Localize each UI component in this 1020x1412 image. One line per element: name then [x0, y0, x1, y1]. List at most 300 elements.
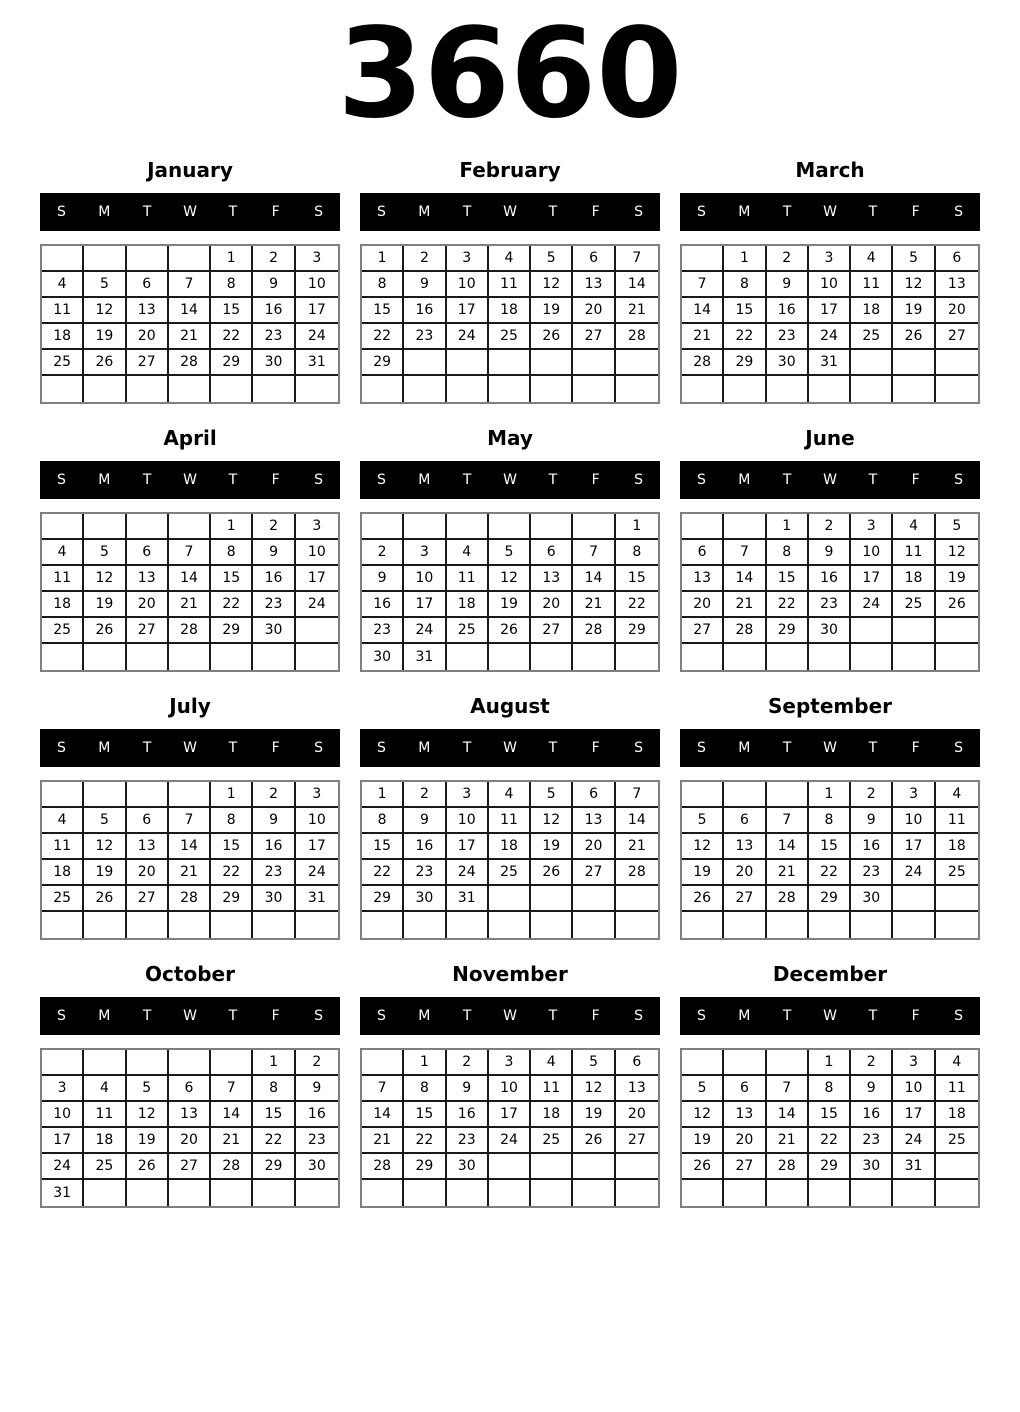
empty-day-cell — [404, 1180, 446, 1206]
day-cell: 31 — [42, 1180, 84, 1206]
day-cell: 16 — [404, 834, 446, 860]
week-row — [362, 808, 658, 834]
day-cell: 13 — [531, 566, 573, 592]
empty-day-cell — [936, 644, 978, 670]
day-cell: 23 — [296, 1128, 338, 1154]
day-cell: 27 — [573, 324, 615, 350]
weekday-letter: M — [418, 740, 431, 756]
day-cell: 3 — [893, 1050, 935, 1076]
day-cell: 17 — [447, 834, 489, 860]
week-row — [42, 860, 338, 886]
day-cell: 10 — [296, 540, 338, 566]
day-cell: 2 — [447, 1050, 489, 1076]
day-cell: 6 — [573, 782, 615, 808]
day-cell: 6 — [682, 540, 724, 566]
empty-day-cell — [851, 376, 893, 402]
empty-day-cell — [616, 1154, 658, 1180]
day-cell: 17 — [809, 298, 851, 324]
month-days-table — [680, 780, 980, 940]
day-cell: 7 — [767, 1076, 809, 1102]
week-row — [682, 1128, 978, 1154]
empty-day-cell — [682, 912, 724, 938]
day-cell: 23 — [809, 592, 851, 618]
day-cell: 21 — [573, 592, 615, 618]
day-cell: 2 — [767, 246, 809, 272]
empty-day-cell — [447, 350, 489, 376]
empty-day-cell — [84, 1050, 126, 1076]
months-grid — [0, 158, 1020, 1208]
month-days-table — [40, 780, 340, 940]
day-cell: 11 — [447, 566, 489, 592]
empty-day-cell — [767, 1180, 809, 1206]
week-row — [362, 618, 658, 644]
day-cell: 15 — [767, 566, 809, 592]
weekday-letter: F — [911, 204, 920, 220]
week-row — [42, 272, 338, 298]
week-row — [362, 246, 658, 272]
day-cell: 29 — [211, 618, 253, 644]
empty-day-cell — [211, 644, 253, 670]
day-cell: 28 — [211, 1154, 253, 1180]
day-cell: 17 — [893, 1102, 935, 1128]
day-cell: 28 — [682, 350, 724, 376]
day-cell: 18 — [489, 298, 531, 324]
day-cell: 13 — [169, 1102, 211, 1128]
day-cell: 9 — [851, 1076, 893, 1102]
month-days-table — [40, 1048, 340, 1208]
day-cell: 22 — [616, 592, 658, 618]
day-cell: 10 — [296, 272, 338, 298]
day-cell: 4 — [851, 246, 893, 272]
week-row — [42, 1180, 338, 1206]
day-cell: 7 — [724, 540, 766, 566]
empty-day-cell — [893, 1180, 935, 1206]
day-cell: 27 — [682, 618, 724, 644]
weekday-header-row — [360, 461, 660, 499]
day-cell: 7 — [211, 1076, 253, 1102]
week-row — [682, 1076, 978, 1102]
day-cell: 3 — [851, 514, 893, 540]
day-cell: 15 — [211, 834, 253, 860]
month-block-february — [360, 158, 660, 404]
day-cell: 7 — [169, 272, 211, 298]
empty-day-cell — [362, 1180, 404, 1206]
day-cell: 19 — [531, 298, 573, 324]
day-cell: 17 — [404, 592, 446, 618]
day-cell: 19 — [682, 1128, 724, 1154]
empty-day-cell — [573, 350, 615, 376]
day-cell: 27 — [724, 1154, 766, 1180]
day-cell: 6 — [531, 540, 573, 566]
day-cell: 5 — [531, 782, 573, 808]
empty-day-cell — [573, 1180, 615, 1206]
month-name: March — [795, 158, 865, 182]
empty-day-cell — [489, 1180, 531, 1206]
day-cell: 12 — [893, 272, 935, 298]
empty-day-cell — [893, 350, 935, 376]
day-cell: 6 — [724, 808, 766, 834]
empty-day-cell — [362, 912, 404, 938]
empty-day-cell — [573, 376, 615, 402]
weekday-header-row — [360, 997, 660, 1035]
day-cell: 30 — [362, 644, 404, 670]
weekday-letter: T — [548, 740, 558, 756]
day-cell: 14 — [767, 1102, 809, 1128]
weekday-letter: T — [142, 472, 152, 488]
day-cell: 23 — [253, 860, 295, 886]
week-row — [42, 1076, 338, 1102]
week-row — [682, 514, 978, 540]
day-cell: 1 — [724, 246, 766, 272]
day-cell: 21 — [211, 1128, 253, 1154]
week-row — [42, 808, 338, 834]
day-cell: 25 — [84, 1154, 126, 1180]
day-cell: 18 — [936, 834, 978, 860]
week-row — [682, 298, 978, 324]
empty-day-cell — [42, 246, 84, 272]
weekday-letter: S — [376, 204, 386, 220]
day-cell: 9 — [253, 808, 295, 834]
week-row — [42, 566, 338, 592]
weekday-letter: M — [98, 740, 111, 756]
day-cell: 6 — [724, 1076, 766, 1102]
week-row — [42, 324, 338, 350]
day-cell: 25 — [936, 860, 978, 886]
day-cell: 10 — [296, 808, 338, 834]
day-cell: 19 — [84, 592, 126, 618]
day-cell: 31 — [447, 886, 489, 912]
month-days-table — [360, 512, 660, 672]
day-cell: 28 — [616, 860, 658, 886]
day-cell: 27 — [127, 886, 169, 912]
month-block-october — [40, 962, 340, 1208]
weekday-letter: T — [142, 740, 152, 756]
day-cell: 8 — [362, 272, 404, 298]
day-cell: 23 — [447, 1128, 489, 1154]
day-cell: 14 — [362, 1102, 404, 1128]
day-cell: 28 — [573, 618, 615, 644]
day-cell: 30 — [767, 350, 809, 376]
empty-day-cell — [936, 376, 978, 402]
week-row — [682, 350, 978, 376]
day-cell: 26 — [127, 1154, 169, 1180]
day-cell: 29 — [404, 1154, 446, 1180]
day-cell: 28 — [169, 350, 211, 376]
weekday-header-row — [680, 461, 980, 499]
day-cell: 19 — [84, 324, 126, 350]
day-cell: 4 — [84, 1076, 126, 1102]
day-cell: 2 — [404, 246, 446, 272]
day-cell: 22 — [362, 860, 404, 886]
day-cell: 9 — [809, 540, 851, 566]
day-cell: 4 — [489, 246, 531, 272]
empty-day-cell — [893, 376, 935, 402]
day-cell: 29 — [362, 350, 404, 376]
day-cell: 25 — [936, 1128, 978, 1154]
day-cell: 24 — [296, 592, 338, 618]
day-cell: 15 — [362, 298, 404, 324]
day-cell: 31 — [893, 1154, 935, 1180]
empty-day-cell — [127, 1180, 169, 1206]
day-cell: 17 — [296, 566, 338, 592]
week-row — [42, 886, 338, 912]
day-cell: 3 — [296, 514, 338, 540]
week-row — [42, 618, 338, 644]
day-cell: 1 — [767, 514, 809, 540]
weekday-letter: M — [98, 204, 111, 220]
empty-day-cell — [682, 782, 724, 808]
day-cell: 5 — [893, 246, 935, 272]
day-cell: 21 — [169, 592, 211, 618]
day-cell: 25 — [851, 324, 893, 350]
empty-day-cell — [616, 886, 658, 912]
empty-day-cell — [362, 376, 404, 402]
day-cell: 7 — [362, 1076, 404, 1102]
weekday-letter: M — [418, 204, 431, 220]
weekday-letter: T — [462, 740, 472, 756]
month-block-july — [40, 694, 340, 940]
weekday-letter: F — [271, 740, 280, 756]
empty-day-cell — [851, 912, 893, 938]
empty-day-cell — [682, 246, 724, 272]
day-cell: 20 — [936, 298, 978, 324]
empty-day-cell — [404, 514, 446, 540]
empty-day-cell — [682, 1050, 724, 1076]
day-cell: 3 — [296, 246, 338, 272]
weekday-letter: S — [314, 740, 324, 756]
day-cell: 11 — [42, 298, 84, 324]
day-cell: 13 — [573, 272, 615, 298]
day-cell: 8 — [809, 1076, 851, 1102]
weekday-letter: T — [782, 204, 792, 220]
day-cell: 13 — [616, 1076, 658, 1102]
weekday-letter: F — [911, 1008, 920, 1024]
empty-day-cell — [211, 1180, 253, 1206]
empty-day-cell — [169, 1180, 211, 1206]
week-row — [682, 834, 978, 860]
weekday-letter: T — [782, 472, 792, 488]
empty-day-cell — [447, 644, 489, 670]
weekday-letter: M — [418, 472, 431, 488]
week-row — [42, 376, 338, 402]
weekday-letter: S — [56, 740, 66, 756]
day-cell: 5 — [84, 272, 126, 298]
week-row — [362, 782, 658, 808]
day-cell: 24 — [489, 1128, 531, 1154]
day-cell: 6 — [127, 540, 169, 566]
day-cell: 10 — [809, 272, 851, 298]
day-cell: 10 — [893, 808, 935, 834]
day-cell: 16 — [851, 834, 893, 860]
month-days-table — [360, 1048, 660, 1208]
day-cell: 29 — [809, 1154, 851, 1180]
day-cell: 17 — [893, 834, 935, 860]
day-cell: 5 — [84, 540, 126, 566]
day-cell: 3 — [809, 246, 851, 272]
weekday-letter: S — [314, 204, 324, 220]
day-cell: 16 — [253, 566, 295, 592]
empty-day-cell — [531, 1154, 573, 1180]
day-cell: 12 — [489, 566, 531, 592]
day-cell: 9 — [767, 272, 809, 298]
weekday-letter: T — [228, 1008, 238, 1024]
month-days-table — [680, 512, 980, 672]
empty-day-cell — [169, 912, 211, 938]
day-cell: 15 — [724, 298, 766, 324]
month-block-september — [680, 694, 980, 940]
day-cell: 3 — [893, 782, 935, 808]
day-cell: 10 — [42, 1102, 84, 1128]
day-cell: 2 — [851, 1050, 893, 1076]
empty-day-cell — [489, 514, 531, 540]
empty-day-cell — [84, 912, 126, 938]
empty-day-cell — [936, 350, 978, 376]
day-cell: 21 — [724, 592, 766, 618]
weekday-letter: T — [868, 1008, 878, 1024]
day-cell: 16 — [362, 592, 404, 618]
year-title: 3660 — [337, 2, 683, 146]
weekday-letter: W — [183, 472, 197, 488]
weekday-letter: W — [823, 1008, 837, 1024]
day-cell: 13 — [936, 272, 978, 298]
weekday-letter: F — [271, 472, 280, 488]
empty-day-cell — [84, 644, 126, 670]
month-days-table — [680, 244, 980, 404]
week-row — [42, 644, 338, 670]
day-cell: 22 — [809, 1128, 851, 1154]
day-cell: 31 — [404, 644, 446, 670]
month-block-april — [40, 426, 340, 672]
day-cell: 20 — [127, 592, 169, 618]
empty-day-cell — [84, 514, 126, 540]
empty-day-cell — [42, 376, 84, 402]
day-cell: 14 — [616, 272, 658, 298]
day-cell: 2 — [253, 782, 295, 808]
weekday-letter: T — [142, 204, 152, 220]
day-cell: 20 — [724, 1128, 766, 1154]
weekday-letter: W — [503, 740, 517, 756]
empty-day-cell — [42, 1050, 84, 1076]
day-cell: 13 — [127, 298, 169, 324]
week-row — [42, 246, 338, 272]
day-cell: 4 — [42, 540, 84, 566]
day-cell: 13 — [724, 834, 766, 860]
weekday-letter: S — [634, 740, 644, 756]
month-block-june — [680, 426, 980, 672]
empty-day-cell — [936, 886, 978, 912]
day-cell: 8 — [616, 540, 658, 566]
day-cell: 2 — [404, 782, 446, 808]
day-cell: 13 — [127, 834, 169, 860]
weekday-letter: W — [823, 740, 837, 756]
empty-day-cell — [489, 886, 531, 912]
weekday-header-row — [360, 193, 660, 231]
week-row — [682, 1154, 978, 1180]
day-cell: 25 — [893, 592, 935, 618]
day-cell: 24 — [296, 324, 338, 350]
empty-day-cell — [724, 1180, 766, 1206]
empty-day-cell — [531, 350, 573, 376]
weekday-letter: S — [696, 740, 706, 756]
day-cell: 15 — [616, 566, 658, 592]
week-row — [362, 1102, 658, 1128]
day-cell: 2 — [253, 246, 295, 272]
day-cell: 13 — [127, 566, 169, 592]
week-row — [362, 592, 658, 618]
month-name: June — [805, 426, 855, 450]
day-cell: 12 — [127, 1102, 169, 1128]
empty-day-cell — [447, 1180, 489, 1206]
day-cell: 29 — [767, 618, 809, 644]
weekday-letter: F — [911, 472, 920, 488]
day-cell: 18 — [42, 324, 84, 350]
week-row — [42, 514, 338, 540]
day-cell: 25 — [42, 350, 84, 376]
empty-day-cell — [447, 376, 489, 402]
weekday-header-row — [40, 729, 340, 767]
day-cell: 19 — [84, 860, 126, 886]
empty-day-cell — [809, 912, 851, 938]
day-cell: 4 — [42, 272, 84, 298]
week-row — [42, 1154, 338, 1180]
day-cell: 21 — [362, 1128, 404, 1154]
day-cell: 10 — [893, 1076, 935, 1102]
day-cell: 21 — [767, 1128, 809, 1154]
day-cell: 14 — [616, 808, 658, 834]
week-row — [682, 566, 978, 592]
week-row — [362, 1154, 658, 1180]
empty-day-cell — [84, 376, 126, 402]
day-cell: 14 — [211, 1102, 253, 1128]
day-cell: 4 — [42, 808, 84, 834]
weekday-letter: T — [228, 472, 238, 488]
day-cell: 17 — [851, 566, 893, 592]
month-days-table — [680, 1048, 980, 1208]
day-cell: 10 — [489, 1076, 531, 1102]
week-row — [682, 886, 978, 912]
day-cell: 12 — [531, 808, 573, 834]
empty-day-cell — [253, 912, 295, 938]
empty-day-cell — [531, 886, 573, 912]
month-days-table — [360, 780, 660, 940]
weekday-letter: T — [462, 1008, 472, 1024]
week-row — [682, 618, 978, 644]
day-cell: 14 — [573, 566, 615, 592]
day-cell: 8 — [809, 808, 851, 834]
day-cell: 26 — [573, 1128, 615, 1154]
empty-day-cell — [404, 376, 446, 402]
week-row — [682, 644, 978, 670]
day-cell: 7 — [616, 246, 658, 272]
day-cell: 24 — [893, 860, 935, 886]
weekday-letter: W — [823, 204, 837, 220]
day-cell: 8 — [724, 272, 766, 298]
weekday-letter: F — [591, 204, 600, 220]
day-cell: 23 — [767, 324, 809, 350]
day-cell: 14 — [169, 298, 211, 324]
week-row — [42, 1128, 338, 1154]
month-name: December — [772, 962, 888, 986]
day-cell: 22 — [404, 1128, 446, 1154]
weekday-header-row — [40, 461, 340, 499]
weekday-letter: S — [634, 1008, 644, 1024]
day-cell: 21 — [616, 834, 658, 860]
day-cell: 12 — [573, 1076, 615, 1102]
empty-day-cell — [851, 644, 893, 670]
day-cell: 19 — [682, 860, 724, 886]
day-cell: 16 — [404, 298, 446, 324]
weekday-letter: T — [462, 204, 472, 220]
